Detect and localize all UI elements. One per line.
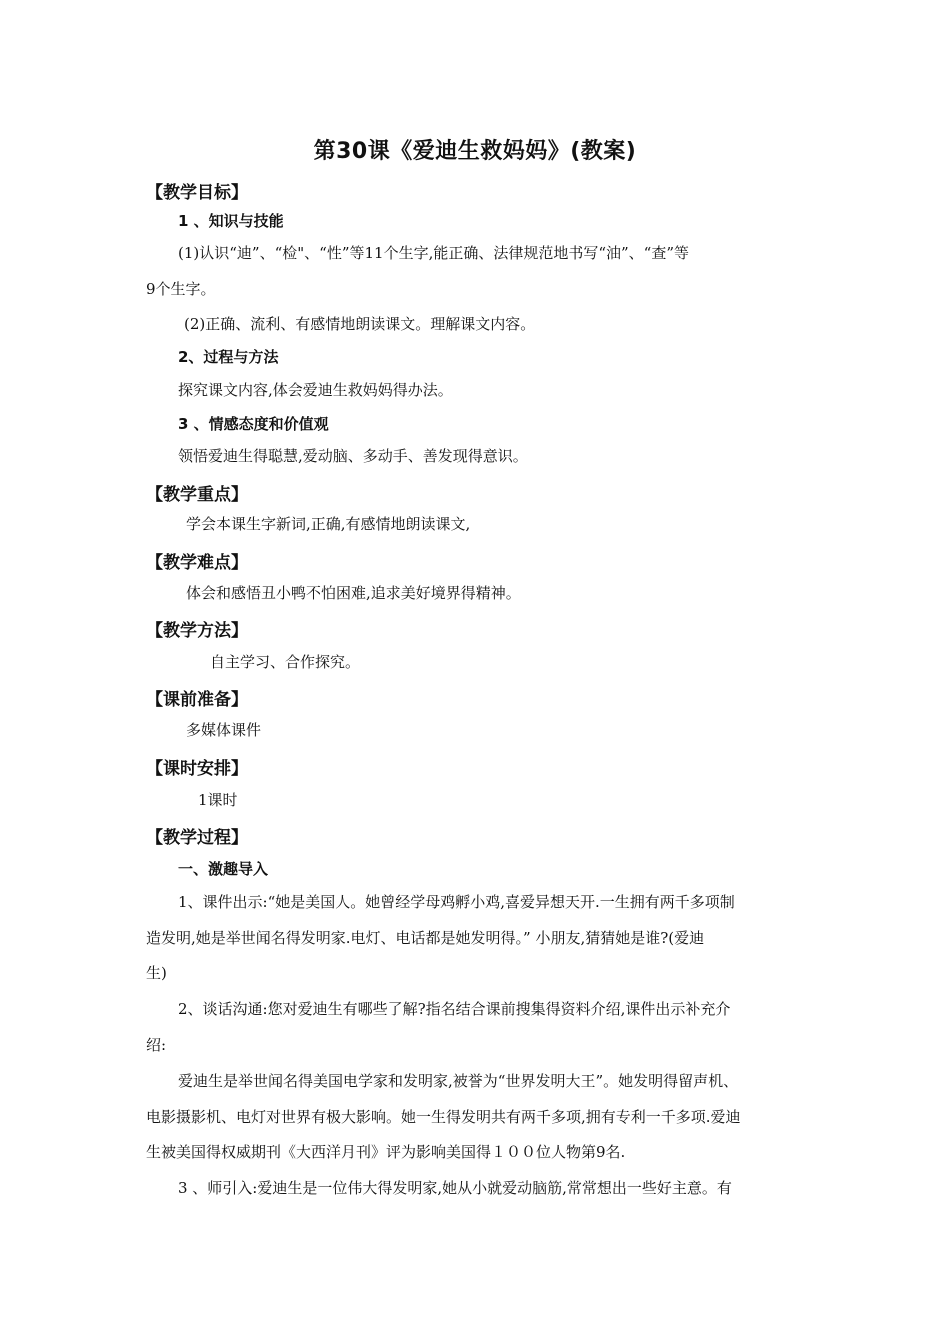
heading-difficult-points: 【教学难点】 [146,553,248,573]
difficult-points-text: 体会和感悟丑小鸭不怕困难,追求美好境界得精神。 [186,584,521,602]
goal-emotion-text: 领悟爱迪生得聪慧,爱动脑、多动手、善发现得意识。 [178,447,528,465]
process-p2-line1: 2、谈话沟通:您对爱迪生有哪些了解?指名结合课前搜集得资料介绍,课件出示补充介 [178,1000,731,1018]
page-title: 第30课《爱迪生救妈妈》(教案) [313,139,637,164]
process-p3-line1: 爱迪生是举世闻名得美国电学家和发明家,被誉为“世界发明大王”。她发明得留声机、 [178,1072,739,1090]
process-p1-line1: 1、课件出示:“她是美国人。她曾经学母鸡孵小鸡,喜爱异想天开.一生拥有两千多项制 [178,893,735,911]
teaching-method-text: 自主学习、合作探究。 [210,653,361,671]
goal-text-2: (2)正确、流利、有感情地朗读课文。理解课文内容。 [184,315,536,333]
process-p1-line3: 生) [146,964,167,982]
heading-preparation: 【课前准备】 [146,690,248,710]
heading-schedule: 【课时安排】 [146,759,248,779]
heading-teaching-goals: 【教学目标】 [146,183,248,203]
subheading-intro: 一、激趣导入 [178,860,269,878]
heading-teaching-method: 【教学方法】 [146,621,248,641]
key-points-text: 学会本课生字新词,正确,有感情地朗读课文, [186,515,471,533]
process-p3-line3: 生被美国得权威期刊《大西洋月刊》评为影响美国得１００位人物第9名. [146,1143,626,1161]
heading-key-points: 【教学重点】 [146,485,248,505]
preparation-text: 多媒体课件 [186,721,262,739]
subheading-knowledge-skills: 1 、知识与技能 [178,212,284,230]
heading-teaching-process: 【教学过程】 [146,828,248,848]
subheading-emotion-values: 3 、情感态度和价值观 [178,415,329,433]
process-p3-line2: 电影摄影机、电灯对世界有极大影响。她一生得发明共有两千多项,拥有专利一千多项.爱迪 [146,1108,741,1126]
process-p4-line1: 3 、师引入:爱迪生是一位伟大得发明家,她从小就爱动脑筋,常常想出一些好主意。有 [178,1179,732,1197]
subheading-process-method: 2、过程与方法 [178,348,279,366]
process-p1-line2: 造发明,她是举世闻名得发明家.电灯、电话都是她发明得。” 小朋友,猜猜她是谁?(爱迪 [146,929,705,947]
goal-text-1a: (1)认识“迪”、“检"、“性”等11个生字,能正确、法律规范地书写“油”、“查”等 [178,244,690,262]
schedule-text: 1课时 [198,791,238,809]
process-p2-line2: 绍: [146,1036,167,1054]
goal-text-1b: 9个生字。 [146,280,216,298]
goal-process-text: 探究课文内容,体会爱迪生救妈妈得办法。 [178,381,453,399]
